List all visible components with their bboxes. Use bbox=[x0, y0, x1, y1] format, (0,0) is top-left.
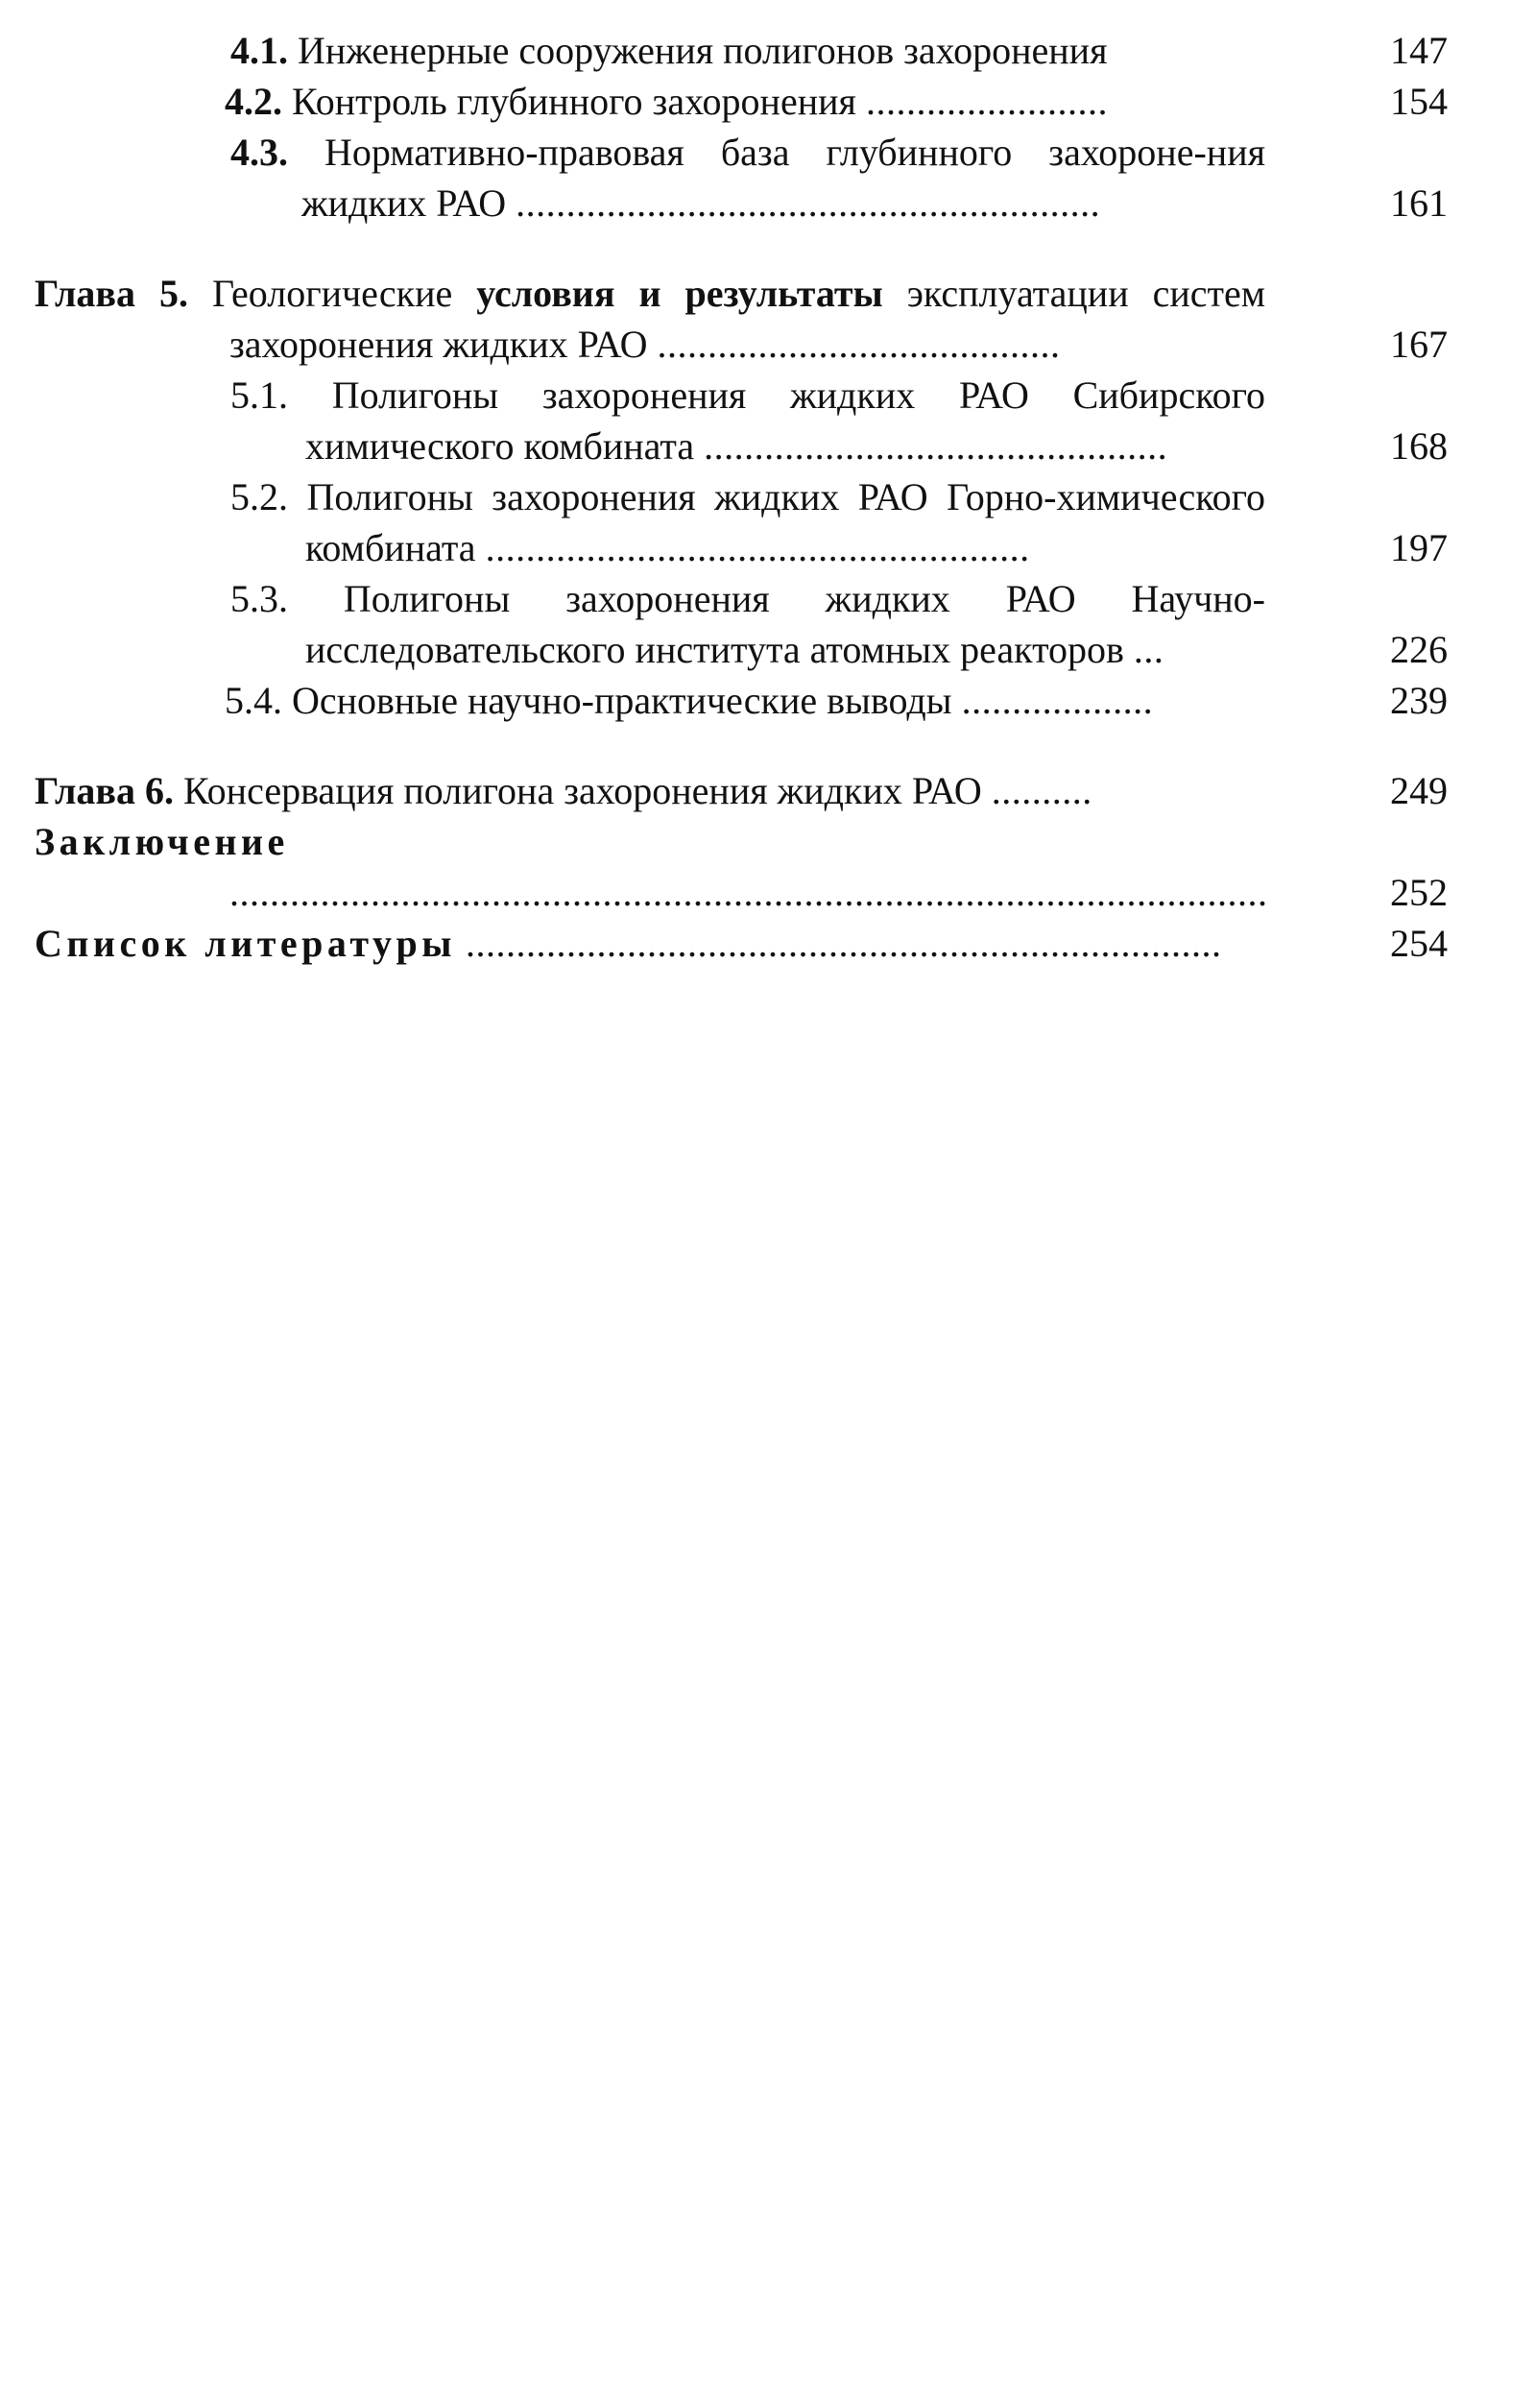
leader-dots: ................... bbox=[961, 679, 1154, 722]
page-number: 252 bbox=[1390, 871, 1448, 914]
leader-dots: ........................................................................... bbox=[465, 922, 1222, 965]
leader-dots: ........................ bbox=[865, 80, 1108, 123]
section-title: Основные научно-практические выводы bbox=[292, 679, 952, 722]
page-number: 147 bbox=[1390, 29, 1448, 72]
toc-entry-4-2[interactable] bbox=[35, 76, 1505, 127]
toc-entry-text bbox=[35, 268, 1265, 370]
section-title: Инженерные сооружения полигонов захоронения bbox=[298, 29, 1108, 72]
page-number: 154 bbox=[1390, 80, 1448, 123]
toc-entry-5-4[interactable] bbox=[35, 675, 1505, 726]
toc-entry-4-1[interactable] bbox=[35, 25, 1505, 76]
section-number: 5.4. bbox=[225, 679, 282, 722]
section-title: Контроль глубинного захоронения bbox=[292, 80, 856, 123]
chapter-title: Консервация полигона захоронения жидких РАО bbox=[182, 769, 982, 812]
toc-entry-references[interactable] bbox=[35, 918, 1505, 969]
leader-dots: ........................................ bbox=[657, 323, 1061, 366]
section-number: 4.1. bbox=[230, 29, 288, 72]
toc-entry-chapter-6[interactable] bbox=[35, 765, 1505, 816]
toc-entry-5-1[interactable] bbox=[35, 370, 1505, 471]
page-number: 168 bbox=[1390, 424, 1448, 468]
toc-entry-text bbox=[35, 765, 1265, 816]
toc-entry-5-2[interactable] bbox=[35, 471, 1505, 573]
chapter-number: Глава 6. bbox=[35, 769, 174, 812]
section-title: Нормативно-правовая база глубинного захороне-ния жидких РАО bbox=[301, 131, 1265, 225]
toc-entry-text bbox=[35, 573, 1265, 675]
leader-dots: ...................................................... bbox=[485, 526, 1030, 569]
page-number: 249 bbox=[1390, 769, 1448, 812]
toc-entry-text bbox=[35, 471, 1265, 573]
toc-entry-5-3[interactable] bbox=[35, 573, 1505, 675]
table-of-contents bbox=[35, 25, 1505, 969]
chapter-number: Глава 5. bbox=[35, 272, 188, 315]
page-number: 226 bbox=[1390, 628, 1448, 671]
toc-entry-text bbox=[35, 675, 1265, 726]
section-number: 4.2. bbox=[225, 80, 282, 123]
toc-entry-text bbox=[35, 918, 1265, 969]
page-number: 197 bbox=[1390, 526, 1448, 569]
section-title: Полигоны захоронения жидких РАО Горно-химического комбината bbox=[305, 475, 1266, 569]
toc-entry-text bbox=[35, 25, 1265, 76]
leader-dots: .......................................................... bbox=[516, 181, 1101, 225]
page-number: 239 bbox=[1390, 679, 1448, 722]
section-number: 5.2. bbox=[230, 475, 288, 518]
toc-entry-conclusion[interactable] bbox=[35, 816, 1505, 918]
toc-entry-chapter-5[interactable] bbox=[35, 268, 1505, 370]
toc-entry-text bbox=[35, 370, 1265, 471]
page-number: 254 bbox=[1390, 922, 1448, 965]
chapter-title-bold: условия и результаты bbox=[476, 272, 883, 315]
page-number: 161 bbox=[1390, 181, 1448, 225]
page-number: 167 bbox=[1390, 323, 1448, 366]
section-number: 4.3. bbox=[230, 131, 288, 174]
chapter-spacer bbox=[35, 229, 1505, 268]
chapter-spacer bbox=[35, 726, 1505, 765]
section-number: 5.1. bbox=[230, 373, 288, 417]
leader-dots: .............................................. bbox=[704, 424, 1168, 468]
chapter-title-rest: эксплуатации систем захоронения жидких РАО bbox=[229, 272, 1266, 366]
chapter-title-prefix: Геологические bbox=[211, 272, 453, 315]
toc-entry-text bbox=[35, 76, 1265, 127]
section-number: 5.3. bbox=[230, 577, 288, 620]
toc-entry-4-3[interactable] bbox=[35, 127, 1505, 229]
toc-entry-text bbox=[35, 816, 1268, 918]
leader-dots: ....................................................................................................... bbox=[229, 871, 1268, 914]
references-title: Список литературы bbox=[35, 922, 456, 965]
leader-dots: ... bbox=[1133, 628, 1164, 671]
toc-entry-text bbox=[35, 127, 1265, 229]
conclusion-title: Заключение bbox=[35, 820, 289, 863]
section-title: Полигоны захоронения жидких РАО Сибирского химического комбината bbox=[305, 373, 1266, 468]
leader-dots: .......... bbox=[991, 769, 1092, 812]
section-title: Полигоны захоронения жидких РАО Научно-исследовательского института атомных реакторов bbox=[305, 577, 1266, 671]
